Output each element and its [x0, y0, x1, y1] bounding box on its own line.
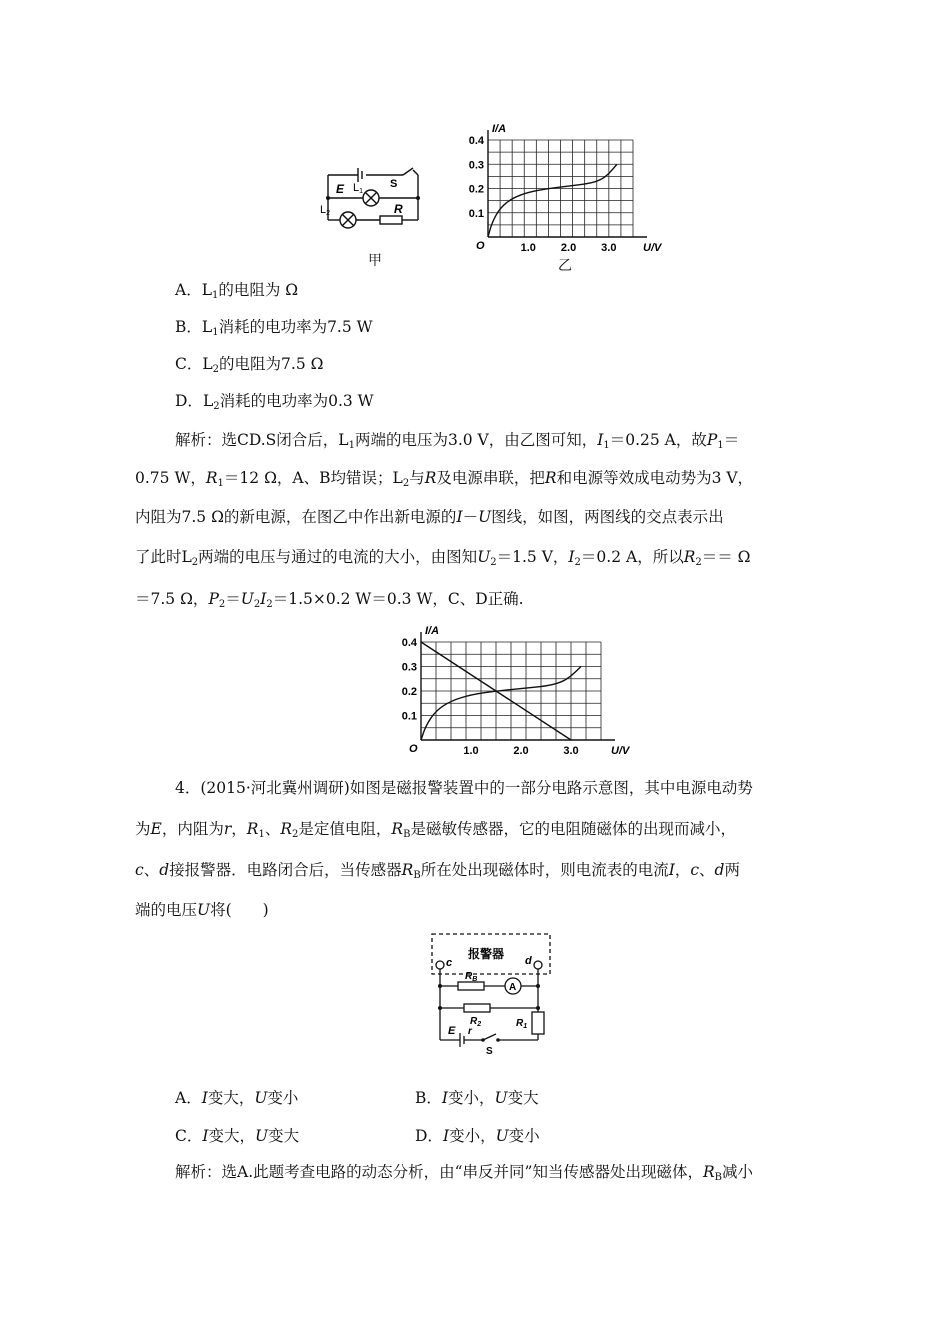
origin-label: O — [476, 240, 485, 252]
option-q3-c: C．$L_2$的电阻为7.5 Ω — [175, 355, 324, 375]
option-q3-b: B．$L_1$消耗的电功率为7.5 W — [175, 318, 373, 338]
analysis-q4-line1: 解析：选A.此题考查电路的动态分析，由“串反并同”知当传感器处出现磁体，$R_B$减小 — [175, 1163, 754, 1183]
question4-line1: 4．(2015·河北冀州调研)如图是磁报警装置中的一部分电路示意图，其中电源电动势 — [175, 779, 753, 797]
x-axis-label: U/V — [611, 745, 630, 757]
terminal-d-label: d — [525, 955, 532, 967]
switch-label: S — [390, 178, 398, 190]
figure-jia-label: 甲 — [368, 253, 382, 269]
option-q3-d: D．$L_2$消耗的电功率为0.3 W — [175, 392, 374, 412]
option-q4-b: B．I变小，U变大 — [415, 1089, 539, 1107]
option-q4-d: D．I变小，U变小 — [415, 1127, 540, 1145]
internal-r-label: r — [468, 1026, 472, 1037]
switch-label-2: S — [486, 1046, 493, 1057]
y-tick-label: 0.1 — [401, 710, 417, 723]
emf-label: E — [336, 182, 345, 196]
x-tick-label: 2.0 — [560, 242, 577, 254]
y-tick-label: 0.3 — [401, 661, 417, 674]
rb-label: $R_B$ — [465, 971, 478, 983]
y-tick-label: 0.4 — [401, 637, 417, 649]
y-axis-label: I/A — [425, 625, 440, 637]
x-tick-label: 1.0 — [520, 242, 536, 254]
chart-analysis — [393, 620, 633, 760]
alarm-label: 报警器 — [468, 947, 505, 961]
question4-line4: 端的电压U将( ) — [135, 901, 269, 919]
x-tick-label: 1.0 — [463, 745, 479, 757]
chart-yi — [460, 118, 662, 258]
analysis-q3-line4: 了此时$L_2$两端的电压与通过的电流的大小，由图知$U_2=1.5$ V，$I_2=0.2$ A，所以$R_2== \Omega$ — [135, 548, 751, 568]
y-axis-label: I/A — [492, 123, 507, 135]
y-tick-label: 0.1 — [468, 207, 484, 220]
x-tick-label: 3.0 — [563, 745, 579, 757]
question4-line3: c、d接报警器．电路闭合后，当传感器$R_B$所在处出现磁体时，则电流表的电流I，c、d两 — [135, 861, 740, 881]
question4-line2: 为E，内阻为r，$R_1$、$R_2$是定值电阻，$R_B$是磁敏传感器，它的电阻随磁体的出现而减小， — [135, 820, 736, 840]
x-tick-label: 3.0 — [601, 242, 617, 254]
option-q3-a: A．$L_1$的电阻为 Ω — [175, 281, 299, 301]
origin-label: O — [409, 743, 418, 755]
y-tick-label: 0.4 — [468, 135, 484, 147]
resistor-label: R — [394, 202, 403, 216]
r2-label: $R_2$ — [470, 1016, 482, 1028]
lamp1-label: L1 — [353, 182, 364, 195]
y-tick-label: 0.2 — [401, 686, 417, 698]
alarm-circuit-diagram — [428, 930, 558, 1060]
lamp2-label: L2 — [320, 204, 331, 217]
circuit-diagram-jia — [318, 155, 428, 235]
figure-yi-label: 乙 — [558, 258, 572, 274]
analysis-q3-line5: ＝7.5 Ω，$P_2=U_2I_2=1.5\times 0.2$ W＝0.3 W，C、D正确. — [135, 590, 524, 610]
terminal-c-label: c — [446, 957, 453, 969]
analysis-q3-line3: 内阻为7.5 Ω的新电源，在图乙中作出新电源的I－U图线，如图，两图线的交点表示出 — [135, 508, 724, 526]
x-axis-label: U/V — [643, 242, 662, 254]
analysis-q3-line2: 0.75 W，$R_1=12$ Ω，A、B均错误；$L_2$与R及电源串联，把R和电源等效成电动势为3 V， — [135, 469, 754, 489]
analysis-q3-line1: 解析：选CD.S闭合后，$L_1$两端的电压为3.0 V，由乙图可知，$I_1=0.25$ A，故$P_1=$ — [175, 431, 740, 451]
x-tick-label: 2.0 — [513, 745, 529, 757]
r1-label: $R_1$ — [516, 1018, 528, 1030]
option-q4-c: C．I变大，U变大 — [175, 1127, 300, 1145]
y-tick-label: 0.2 — [468, 183, 484, 196]
emf-label-2: E — [448, 1025, 456, 1037]
option-q4-a: A．I变大，U变小 — [175, 1089, 299, 1107]
ammeter-label: A — [509, 982, 517, 993]
y-tick-label: 0.3 — [468, 159, 484, 172]
